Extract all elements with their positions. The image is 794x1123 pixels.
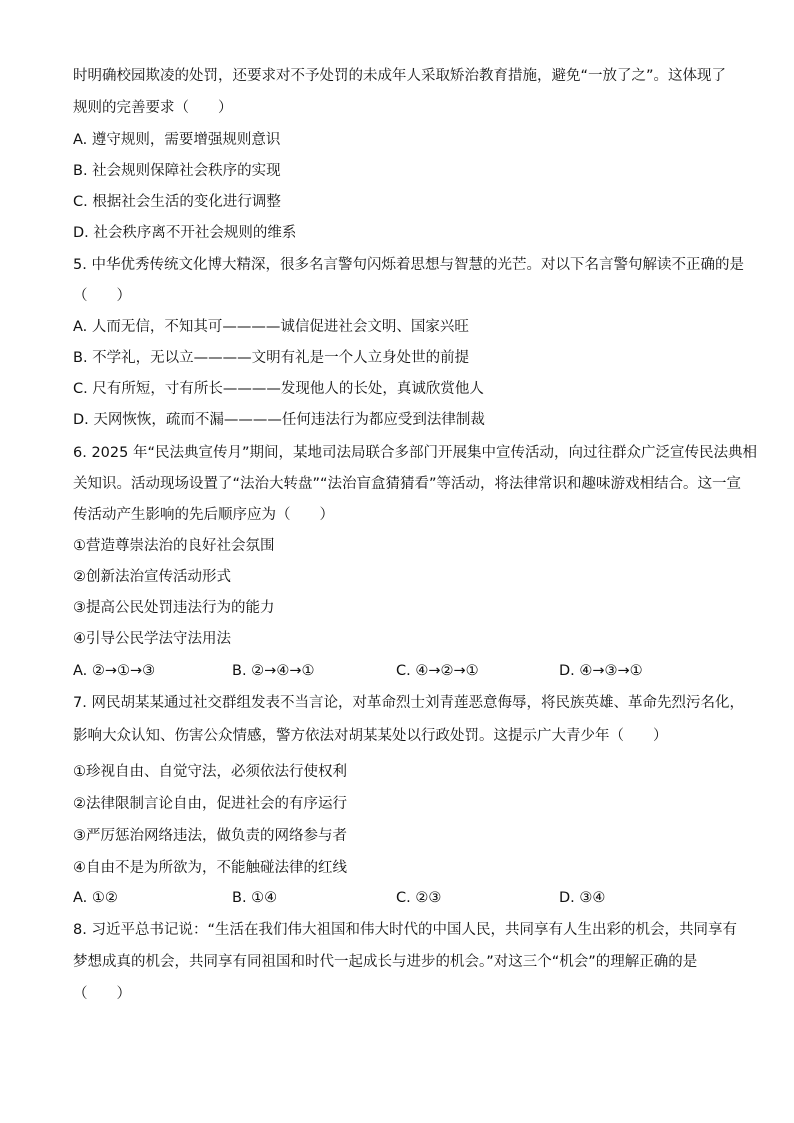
q6-option-c: C. ④→②→① [396, 663, 479, 679]
q5-option-c: C. 尺有所短，寸有所长————发现他人的长处，真诚欣赏他人 [73, 381, 484, 397]
q6-statement-1: ①营造尊崇法治的良好社会氛围 [73, 538, 275, 554]
q6-stem-line-1: 6. 2025 年“民法典宣传月”期间，某地司法局联合多部门开展集中宣传活动，向过往群众广泛宣传民法典相 [73, 445, 757, 461]
q7-statement-1: ①珍视自由、自觉守法，必须依法行使权利 [73, 764, 347, 780]
q6-option-b: B. ②→④→① [232, 663, 315, 679]
q8-stem-line-3: （ ） [73, 986, 131, 1002]
q6-stem-line-3: 传活动产生影响的先后顺序应为（ ） [73, 507, 334, 523]
q6-option-d: D. ④→③→① [559, 663, 643, 679]
q5-option-b: B. 不学礼，无以立————文明有礼是一个人立身处世的前提 [73, 350, 470, 366]
q5-stem-line-1: 5. 中华优秀传统文化博大精深，很多名言警句闪烁着思想与智慧的光芒。对以下名言警句解读不正确的是 [73, 257, 744, 273]
q6-option-a: A. ②→①→③ [73, 663, 156, 679]
q4-stem-line-2: 规则的完善要求（ ） [73, 100, 233, 116]
q6-statement-3: ③提高公民处罚违法行为的能力 [73, 600, 275, 616]
q7-stem-line-1: 7. 网民胡某某通过社交群组发表不当言论，对革命烈士刘青莲恶意侮辱，将民族英雄、革命先烈污名化， [73, 695, 744, 711]
q7-option-c: C. ②③ [396, 890, 442, 906]
q4-option-c: C. 根据社会生活的变化进行调整 [73, 194, 281, 210]
q4-stem-line-1: 时明确校园欺凌的处罚，还要求对不予处罚的未成年人采取矫治教育措施，避免“一放了之”。这体现了 [73, 68, 727, 84]
q5-option-d: D. 天网恢恢，疏而不漏————任何违法行为都应受到法律制裁 [73, 412, 485, 428]
q4-option-a: A. 遵守规则，需要增强规则意识 [73, 132, 281, 148]
q7-option-b: B. ①④ [232, 890, 278, 906]
q5-option-a: A. 人而无信，不知其可————诚信促进社会文明、国家兴旺 [73, 319, 469, 335]
q7-statement-4: ④自由不是为所欲为，不能触碰法律的红线 [73, 860, 347, 876]
q4-option-d: D. 社会秩序离不开社会规则的维系 [73, 225, 297, 241]
q6-stem-line-2: 关知识。活动现场设置了“法治大转盘”“法治盲盒猜猜看”等活动，将法律常识和趣味游戏相结合。这一宣 [73, 476, 742, 492]
q7-statement-3: ③严厉惩治网络违法，做负责的网络参与者 [73, 828, 347, 844]
q7-statement-2: ②法律限制言论自由，促进社会的有序运行 [73, 796, 347, 812]
q7-stem-line-2: 影响大众认知、伤害公众情感，警方依法对胡某某处以行政处罚。这提示广大青少年（ ） [73, 728, 668, 744]
q8-stem-line-1: 8. 习近平总书记说：“生活在我们伟大祖国和伟大时代的中国人民，共同享有人生出彩的机会，共同享有 [73, 922, 737, 938]
q7-option-a: A. ①② [73, 890, 118, 906]
q6-statement-2: ②创新法治宣传活动形式 [73, 569, 231, 585]
q8-stem-line-2: 梦想成真的机会，共同享有同祖国和时代一起成长与进步的机会。”对这三个“机会”的理解正确的是 [73, 954, 698, 970]
q6-statement-4: ④引导公民学法守法用法 [73, 631, 231, 647]
q4-option-b: B. 社会规则保障社会秩序的实现 [73, 163, 281, 179]
q7-option-d: D. ③④ [559, 890, 606, 906]
q5-stem-line-2: （ ） [73, 288, 131, 304]
